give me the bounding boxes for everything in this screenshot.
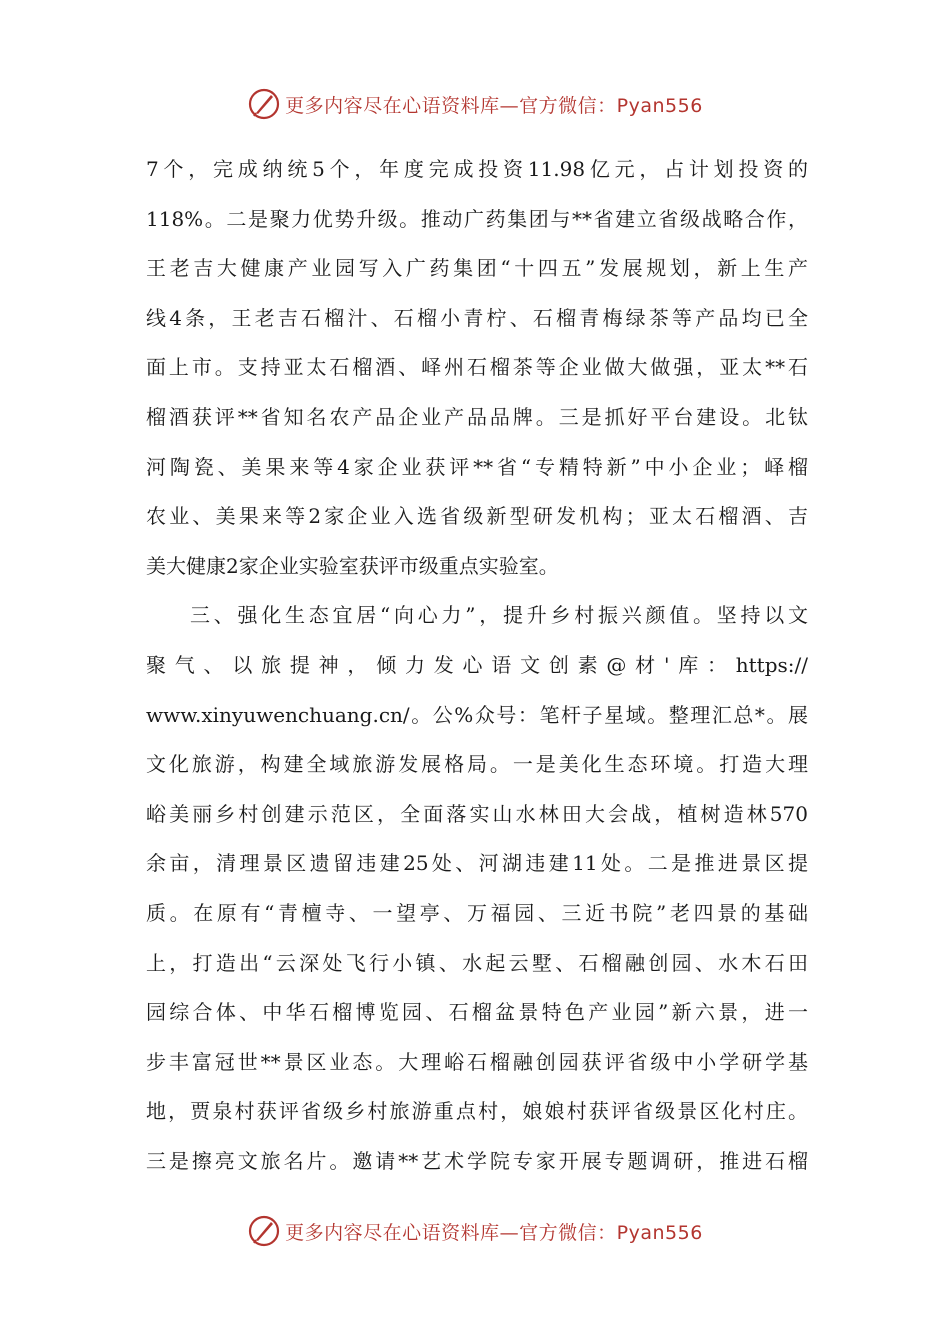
body-line: 步丰富冠世**景区业态。大理峪石榴融创园获评省级中小学研学基: [146, 1049, 808, 1074]
body-line: 地，贾泉村获评省级乡村旅游重点村，娘娘村获评省级景区化村庄。: [146, 1099, 808, 1124]
body-line: 榴酒获评**省知名农产品企业产品品牌。三是抓好平台建设。北钛: [146, 404, 808, 429]
document-body: [146, 145, 808, 1186]
body-line: 质。在原有“青檀寺、一望亭、万福园、三近书院”老四景的基础: [146, 900, 808, 925]
body-line: 118%。二是聚力优势升级。推动广药集团与**省建立省级战略合作，: [146, 206, 808, 231]
body-line: 王老吉大健康产业园写入广药集团“十四五”发展规划，新上生产: [146, 256, 808, 281]
body-line: 三、强化生态宜居“向心力”，提升乡村振兴颜值。坚持以文: [190, 603, 808, 628]
body-line: 三是擦亮文旅名片。邀请**艺术学院专家开展专题调研，推进石榴: [146, 1148, 808, 1173]
body-line: 聚气、以旅提神，倾力发心语文创素@材'库：https://: [146, 652, 808, 677]
body-line: 7个，完成纳统5个，年度完成投资11.98亿元，占计划投资的: [146, 157, 808, 181]
body-line: 面上市。支持亚太石榴酒、峄州石榴茶等企业做大做强，亚太**石: [146, 355, 808, 380]
quill-logo-icon: [247, 87, 281, 121]
header-banner: [0, 84, 950, 124]
body-line: 余亩，清理景区遗留违建25处、河湖违建11处。二是推进景区提: [146, 851, 808, 876]
body-line: 美大健康2家企业实验室获评市级重点实验室。: [146, 553, 559, 578]
body-line: 峪美丽乡村创建示范区，全面落实山水林田大会战，植树造林570: [146, 801, 808, 826]
body-line: www.xinyuwenchuang.cn/。公%众号：笔杆子星域。整理汇总*。展: [146, 702, 808, 727]
body-line: 线4条，王老吉石榴汁、石榴小青柠、石榴青梅绿茶等产品均已全: [146, 305, 808, 330]
body-line: 文化旅游，构建全域旅游发展格局。一是美化生态环境。打造大理: [146, 752, 808, 777]
footer-banner: [0, 1211, 950, 1251]
footer-banner-text: 更多内容尽在心语资料库—官方微信：Pyan556: [285, 1221, 703, 1244]
body-line: 园综合体、中华石榴博览园、石榴盆景特色产业园”新六景，进一: [146, 1000, 808, 1025]
body-line: 农业、美果来等2家企业入选省级新型研发机构；亚太石榴酒、吉: [146, 504, 808, 529]
header-banner-text: 更多内容尽在心语资料库—官方微信：Pyan556: [285, 94, 703, 117]
quill-logo-icon: [247, 1214, 281, 1248]
body-line: 上，打造出“云深处飞行小镇、水起云墅、石榴融创园、水木石田: [146, 950, 808, 975]
body-line: 河陶瓷、美果来等4家企业获评**省“专精特新”中小企业；峄榴: [146, 454, 808, 479]
